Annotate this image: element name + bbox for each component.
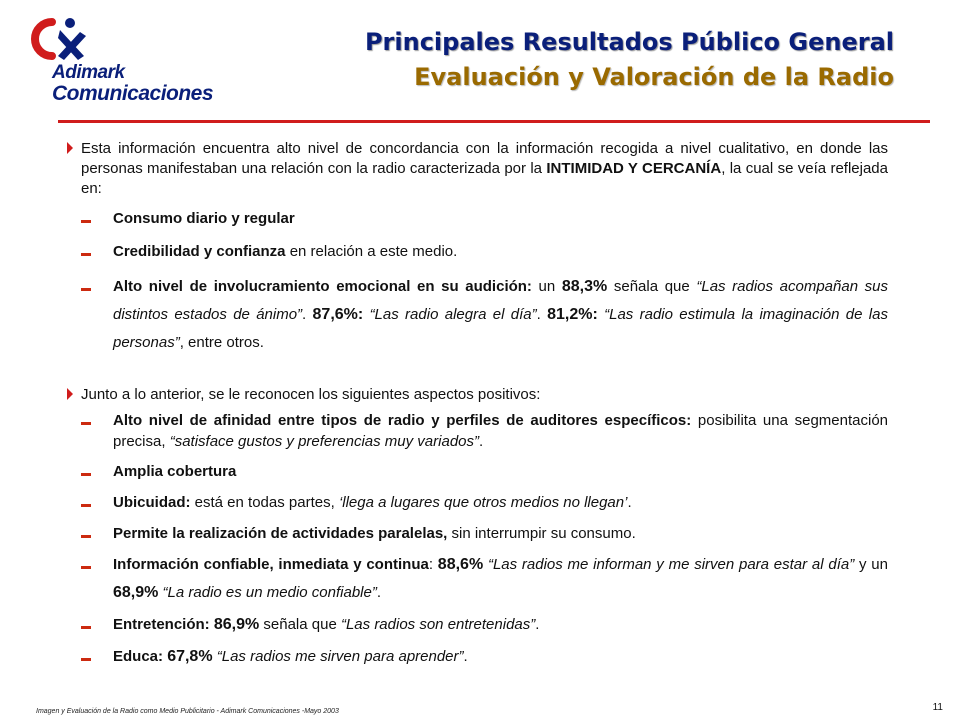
- list-item-credibilidad: Credibilidad y confianza en relación a este medio.: [64, 241, 888, 263]
- dash-bullet-icon: [81, 288, 91, 291]
- dash-bullet-icon: [81, 566, 91, 569]
- page-title: Principales Resultados Público General: [364, 28, 894, 56]
- page-subtitle: Evaluación y Valoración de la Radio: [414, 63, 894, 91]
- list-item-paralelas: Permite la realización de actividades paralelas, sin interrumpir su consumo.: [64, 523, 888, 545]
- slide-content: [64, 139, 888, 671]
- list-item-cobertura: Amplia cobertura: [64, 461, 888, 483]
- list-item-afinidad: Alto nivel de afinidad entre tipos de radio y perfiles de auditores específicos: posibilita una segmentación precisa, “satisface gustos y preferencias muy variados”.: [64, 410, 888, 452]
- dash-bullet-icon: [81, 535, 91, 538]
- footer-text: Imagen y Evaluación de la Radio como Medio Publicitario - Adimark Comunicaciones -Mayo 2003: [36, 708, 339, 715]
- dash-bullet-icon: [81, 626, 91, 629]
- logo-name-line2: Comunicaciones: [52, 82, 214, 105]
- dash-bullet-icon: [81, 658, 91, 661]
- bullet-intimidad: [64, 139, 888, 199]
- bullet-text: Esta información encuentra alto nivel de concordancia con la información recogida a nivel cualitativo, en donde las personas manifestaban una relación con la radio caracterizada por la INTIMIDAD Y CERCANÍA, la cual se veía reflejada en:: [81, 140, 888, 197]
- list-item-involucramiento: Alto nivel de involucramiento emocional en su audición: un 88,3% señala que “Las radios acompañan sus distintos estados de ánimo”. 87,6%: “Las radio alegra el día”. 81,2%: “Las radio estimula la imaginación de las personas”, entre otros.: [64, 273, 888, 357]
- dash-bullet-icon: [81, 473, 91, 476]
- dash-bullet-icon: [81, 220, 91, 223]
- adimark-logo: [28, 16, 214, 116]
- bullet-aspectos-positivos: Junto a lo anterior, se le reconocen los siguientes aspectos positivos:: [64, 385, 888, 405]
- list-item-consumo: Consumo diario y regular: [64, 208, 888, 230]
- logo-name-line1: Adimark: [52, 62, 125, 83]
- list-item-ubicuidad: Ubicuidad: está en todas partes, ‘llega a lugares que otros medios no llegan’.: [64, 492, 888, 514]
- triangle-bullet-icon: [67, 388, 73, 400]
- logo-mark-icon: [28, 16, 98, 66]
- header: [365, 26, 894, 93]
- list-item-educa: Educa: 67,8% “Las radios me sirven para aprender”.: [64, 643, 888, 671]
- list-item-informacion: Información confiable, inmediata y continua: 88,6% “Las radios me informan y me sirven para estar al día” y un 68,9% “La radio es un medio confiable”.: [64, 551, 888, 607]
- dash-bullet-icon: [81, 504, 91, 507]
- page-number: 11: [932, 702, 943, 713]
- header-divider: [58, 120, 930, 123]
- list-item-entretencion: Entretención: 86,9% señala que “Las radios son entretenidas”.: [64, 611, 888, 639]
- dash-bullet-icon: [81, 422, 91, 425]
- dash-bullet-icon: [81, 253, 91, 256]
- triangle-bullet-icon: [67, 142, 73, 154]
